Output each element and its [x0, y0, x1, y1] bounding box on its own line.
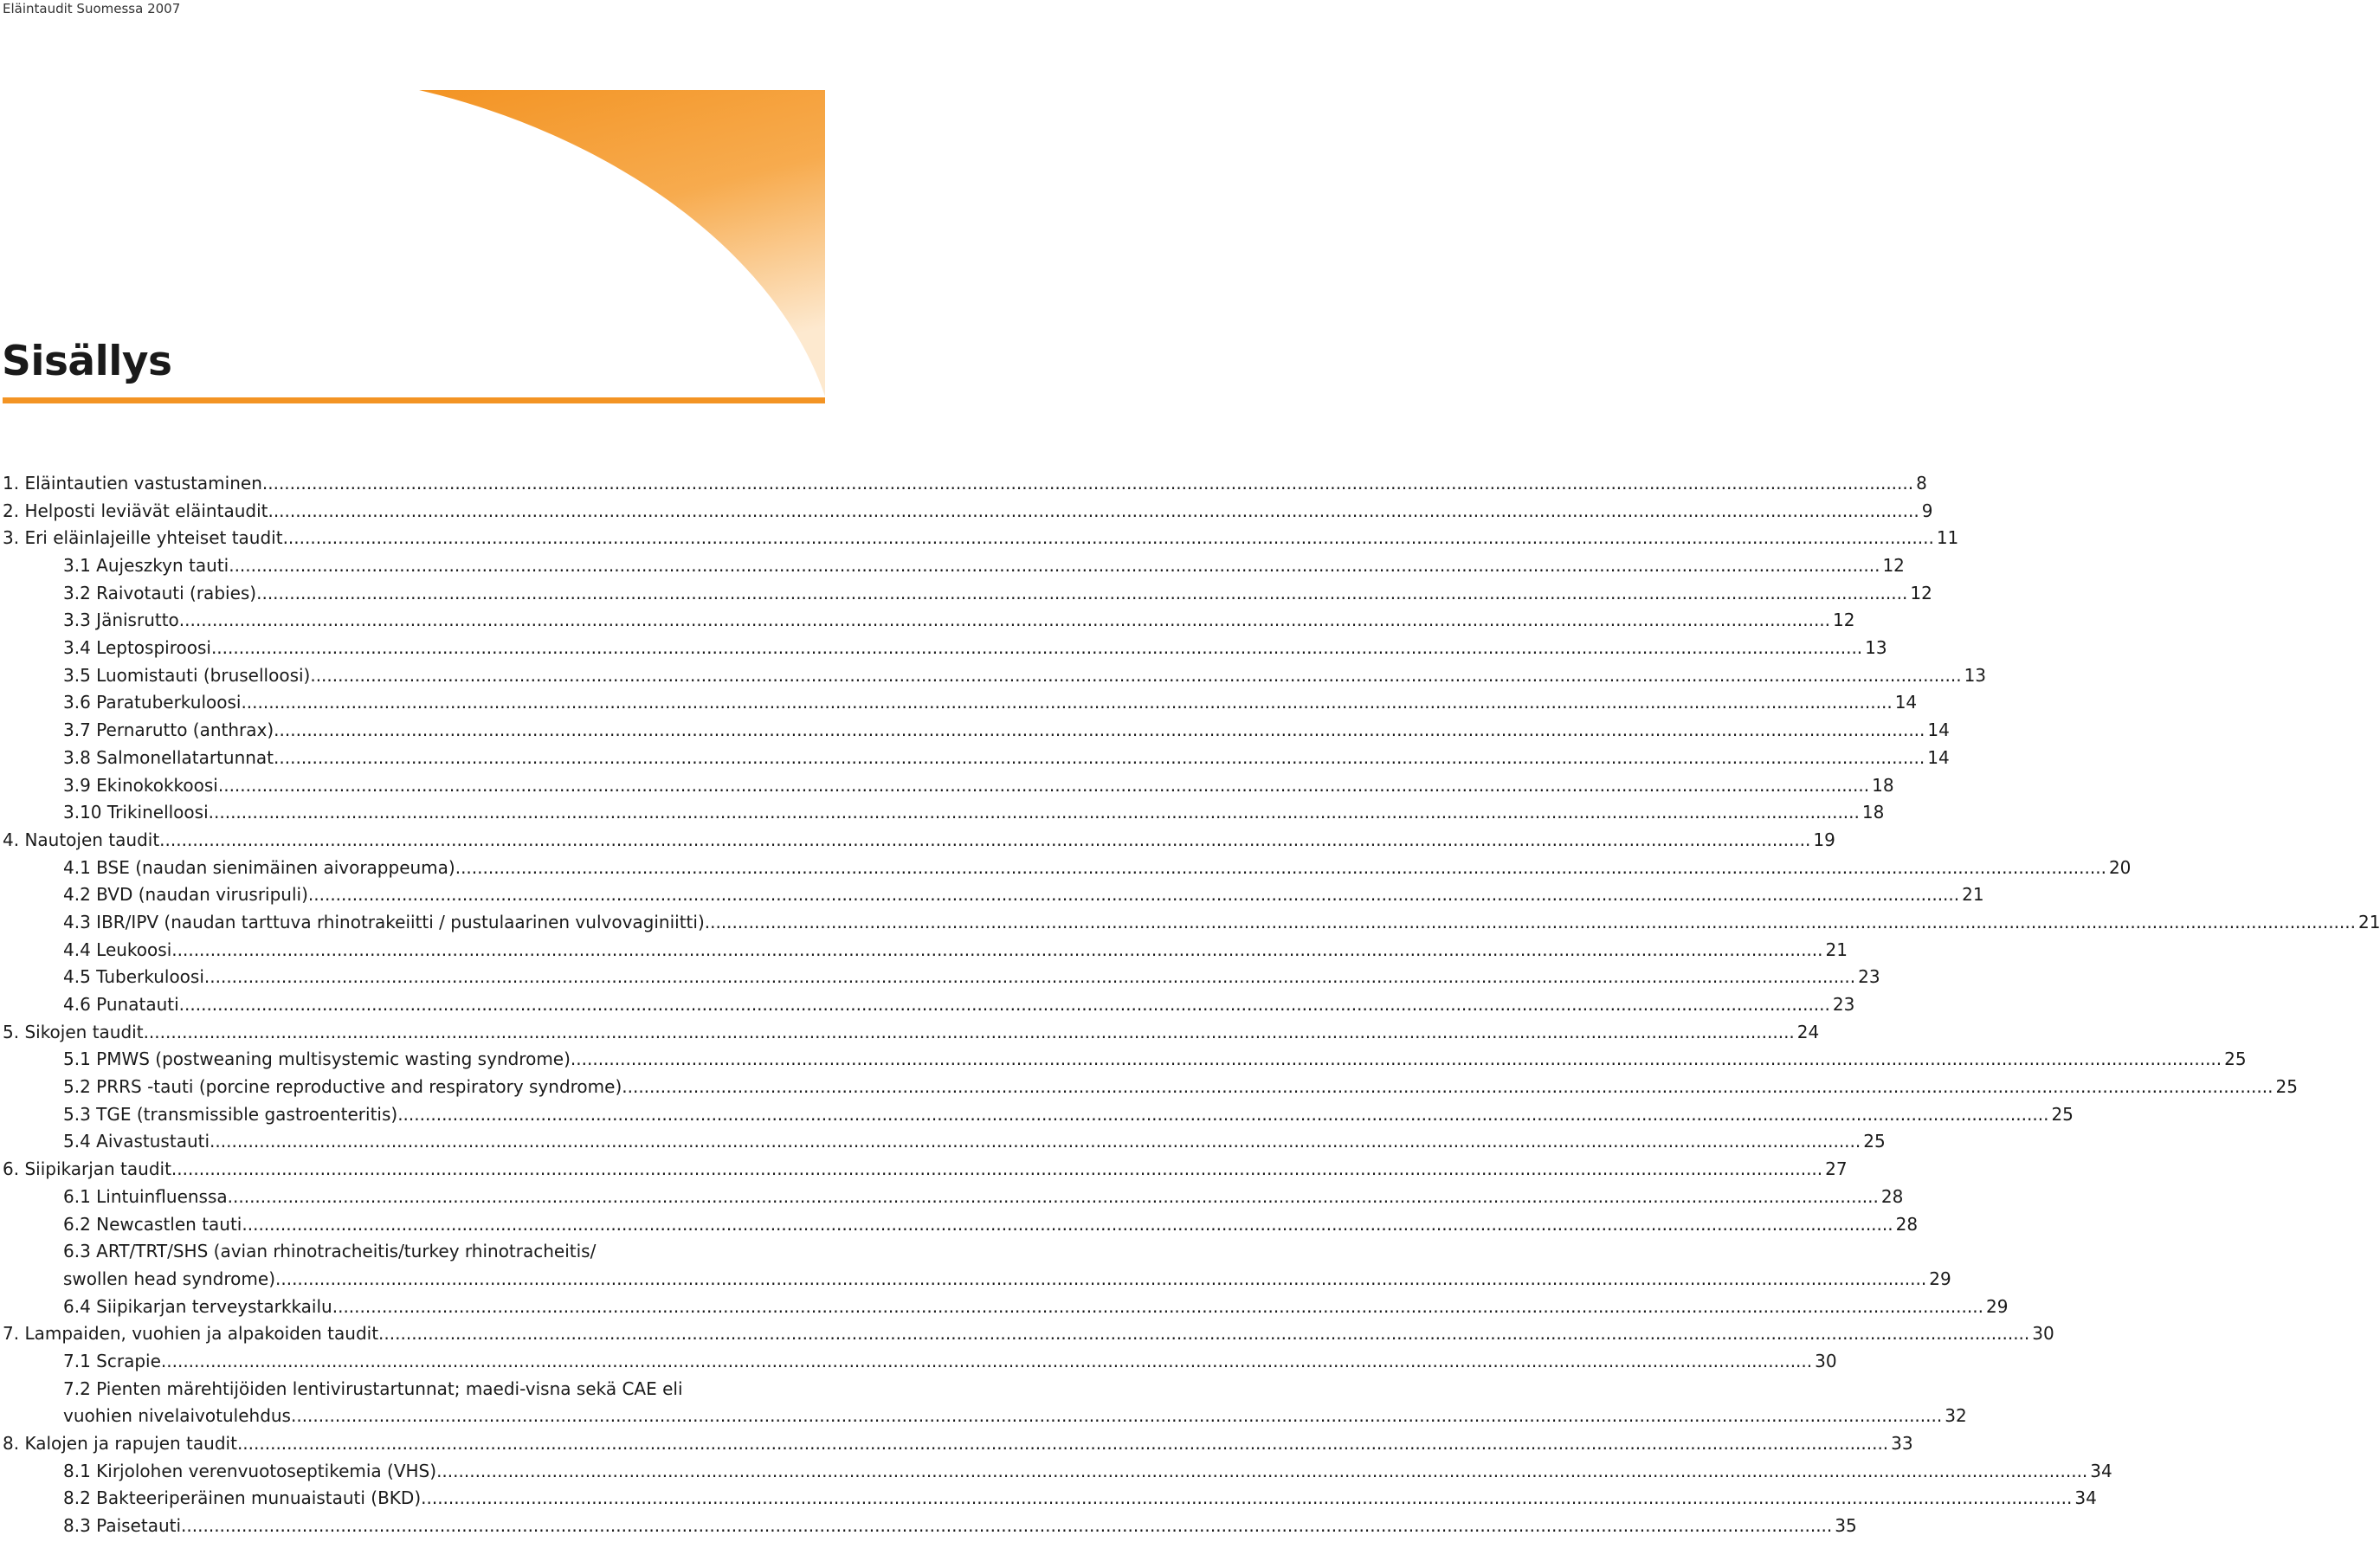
toc-dot-leader: ............................................................................................................................................................................................................................................................................................................	[208, 802, 1860, 823]
toc-entry[interactable]	[3, 964, 1880, 991]
toc-entry-label: 5.1 PMWS (postweaning multisystemic wasting syndrome)	[63, 1046, 571, 1074]
toc-dot-leader: ............................................................................................................................................................................................................................................................................................................	[378, 1323, 2030, 1345]
toc-entry-label: 8. Kalojen ja rapujen taudit	[3, 1430, 237, 1458]
toc-entry-label: 2. Helposti leviävät eläintaudit	[3, 498, 268, 526]
toc-dot-leader: ............................................................................................................................................................................................................................................................................................................	[217, 774, 1870, 796]
toc-entry-page-number: 14	[1894, 692, 1918, 713]
toc-entry-page-number: 14	[1927, 719, 1950, 741]
toc-entry-page-number: 25	[2224, 1048, 2247, 1070]
toc-entry-label: 6. Siipikarjan taudit	[3, 1156, 171, 1184]
toc-entry-label: 6.2 Newcastlen tauti	[63, 1211, 242, 1239]
toc-entry[interactable]	[3, 799, 1885, 827]
toc-entry-page-number: 21	[1825, 939, 1848, 960]
toc-entry[interactable]	[3, 1458, 2112, 1486]
toc-entry[interactable]	[3, 1376, 1967, 1430]
toc-entry-label: 4.6 Punatauti	[63, 991, 179, 1019]
toc-entry[interactable]	[3, 1156, 1848, 1184]
toc-entry-label: 4.4 Leukoosi	[63, 937, 171, 965]
toc-entry-page-number: 30	[2032, 1323, 2054, 1345]
toc-entry-page-number: 24	[1796, 1021, 1820, 1042]
toc-entry[interactable]	[3, 690, 1918, 718]
toc-entry-page-number: 9	[1921, 500, 1933, 521]
toc-entry-label: 3.3 Jänisrutto	[63, 607, 179, 635]
toc-entry-label: 8.2 Bakteeriperäinen munuaistauti (BKD)	[63, 1485, 421, 1513]
toc-dot-leader: ............................................................................................................................................................................................................................................................................................................	[178, 610, 1831, 631]
toc-dot-leader: ............................................................................................................................................................................................................................................................................................................	[622, 1076, 2274, 1098]
toc-entry-page-number: 28	[1880, 1185, 1904, 1207]
toc-entry[interactable]	[3, 1320, 2054, 1348]
toc-entry-page-number: 18	[1872, 774, 1894, 796]
toc-entry[interactable]	[3, 1430, 1913, 1458]
toc-entry[interactable]	[3, 745, 1950, 772]
toc-entry-label: 4.1 BSE (naudan sienimäinen aivorappeuma)	[63, 855, 455, 882]
toc-entry-label: 4. Nautojen taudit	[3, 827, 159, 855]
toc-entry-page-number: 27	[1825, 1158, 1848, 1180]
toc-dot-leader: ............................................................................................................................................................................................................................................................................................................	[160, 1351, 1813, 1371]
toc-dot-leader: ............................................................................................................................................................................................................................................................................................................	[436, 1460, 2088, 1481]
toc-entry-label: 3.10 Trikinelloosi	[63, 799, 209, 827]
toc-entry-label: 7. Lampaiden, vuohien ja alpakoiden taudit	[3, 1320, 378, 1348]
table-of-contents	[3, 470, 2380, 1540]
toc-entry-page-number: 18	[1861, 802, 1885, 823]
toc-entry-page-number: 33	[1891, 1433, 1913, 1455]
toc-entry-label: 6.1 Lintuinfluenssa	[63, 1184, 228, 1211]
toc-dot-leader: ............................................................................................................................................................................................................................................................................................................	[274, 746, 1925, 768]
toc-dot-leader: ............................................................................................................................................................................................................................................................................................................	[268, 500, 1919, 521]
toc-entry-label: 3. Eri eläinlajeille yhteiset taudit	[3, 525, 283, 552]
toc-entry[interactable]	[3, 855, 2132, 882]
toc-entry-label: 5.4 Aivastustauti	[63, 1128, 210, 1156]
toc-entry-label: 3.5 Luomistauti (bruselloosi)	[63, 662, 310, 690]
toc-entry[interactable]	[3, 717, 1950, 745]
toc-dot-leader: ............................................................................................................................................................................................................................................................................................................	[203, 966, 1856, 988]
toc-entry-page-number: 13	[1964, 664, 1987, 686]
toc-dot-leader: ............................................................................................................................................................................................................................................................................................................	[282, 527, 1934, 549]
toc-entry-label-line1: 6.3 ART/TRT/SHS (avian rhinotracheitis/turkey rhinotracheitis/	[63, 1241, 597, 1262]
toc-dot-leader: ............................................................................................................................................................................................................................................................................................................	[178, 994, 1830, 1016]
toc-entry[interactable]	[3, 1129, 1886, 1157]
toc-entry-label: 8.3 Paisetauti	[63, 1513, 181, 1540]
toc-dot-leader: ............................................................................................................................................................................................................................................................................................................	[171, 939, 1823, 960]
toc-entry[interactable]	[3, 909, 2380, 937]
toc-dot-leader: ............................................................................................................................................................................................................................................................................................................	[181, 1515, 1833, 1537]
title-divider-rule	[3, 397, 825, 403]
toc-entry-label: 1. Eläintautien vastustaminen	[3, 470, 262, 498]
toc-dot-leader: ............................................................................................................................................................................................................................................................................................................	[275, 1268, 1927, 1289]
toc-dot-leader: ............................................................................................................................................................................................................................................................................................................	[236, 1433, 1889, 1455]
toc-entry-label: 3.1 Aujeszkyn tauti	[63, 552, 229, 580]
toc-entry-page-number: 28	[1895, 1213, 1919, 1235]
toc-dot-leader: ............................................................................................................................................................................................................................................................................................................	[570, 1048, 2222, 1070]
toc-entry-page-number: 11	[1936, 527, 1959, 549]
toc-entry[interactable]	[3, 470, 1927, 498]
toc-entry-page-number: 30	[1815, 1351, 1837, 1371]
banner-swoosh-shape	[419, 90, 825, 397]
toc-entry-page-number: 12	[1882, 555, 1905, 577]
toc-dot-leader: ............................................................................................................................................................................................................................................................................................................	[241, 692, 1893, 713]
toc-entry[interactable]	[3, 772, 1894, 800]
toc-dot-leader: ............................................................................................................................................................................................................................................................................................................	[242, 1213, 1893, 1235]
toc-entry-label: 4.5 Tuberkuloosi	[63, 964, 204, 991]
toc-dot-leader: ............................................................................................................................................................................................................................................................................................................	[332, 1295, 1983, 1317]
toc-entry[interactable]	[3, 827, 1835, 855]
toc-entry-page-number: 25	[2275, 1076, 2298, 1098]
toc-entry[interactable]	[3, 1019, 1820, 1047]
toc-entry-page-number: 23	[1832, 994, 1855, 1016]
toc-entry[interactable]	[3, 1101, 2074, 1129]
toc-entry-page-number: 35	[1835, 1515, 1857, 1537]
toc-entry[interactable]	[3, 1513, 1857, 1540]
toc-entry-label: 3.6 Paratuberkuloosi	[63, 689, 241, 717]
toc-entry-label: 6.4 Siipikarjan terveystarkkailu	[63, 1294, 332, 1321]
toc-entry[interactable]	[3, 1211, 1919, 1239]
toc-entry-page-number: 8	[1916, 472, 1927, 494]
toc-entry[interactable]	[3, 1485, 2097, 1513]
toc-dot-leader: ............................................................................................................................................................................................................................................................................................................	[261, 472, 1914, 494]
toc-entry[interactable]	[3, 498, 1933, 526]
toc-entry[interactable]	[3, 607, 1855, 635]
toc-entry[interactable]	[3, 1348, 1837, 1376]
toc-entry-label: 5.2 PRRS -tauti (porcine reproductive and respiratory syndrome)	[63, 1074, 622, 1101]
toc-entry[interactable]	[3, 1184, 1904, 1211]
toc-entry-label: 3.4 Leptospiroosi	[63, 635, 211, 662]
toc-entry-page-number: 13	[1865, 637, 1887, 659]
toc-entry-label: 4.2 BVD (naudan virusripuli)	[63, 881, 308, 909]
toc-dot-leader: ............................................................................................................................................................................................................................................................................................................	[290, 1405, 1943, 1427]
toc-entry-label: 3.7 Pernarutto (anthrax)	[63, 717, 274, 745]
toc-dot-leader: ............................................................................................................................................................................................................................................................................................................	[455, 856, 2106, 878]
page-title: Sisällys	[2, 338, 172, 385]
toc-entry-label: 3.8 Salmonellatartunnat	[63, 745, 274, 772]
toc-entry-page-number: 19	[1813, 829, 1835, 850]
toc-entry-page-number: 25	[1863, 1131, 1886, 1152]
toc-entry-page-number: 21	[1962, 884, 1984, 906]
toc-dot-leader: ............................................................................................................................................................................................................................................................................................................	[307, 884, 1960, 906]
toc-entry-page-number: 12	[1833, 610, 1855, 631]
toc-entry[interactable]	[3, 1046, 2247, 1074]
toc-dot-leader: ............................................................................................................................................................................................................................................................................................................	[229, 555, 1880, 577]
toc-entry[interactable]	[3, 1074, 2298, 1101]
toc-entry-label: swollen head syndrome)	[63, 1266, 275, 1294]
toc-entry[interactable]	[3, 991, 1855, 1019]
toc-entry-page-number: 23	[1858, 966, 1880, 988]
toc-entry-page-number: 29	[1929, 1268, 1951, 1289]
toc-entry[interactable]	[3, 525, 1959, 552]
toc-entry-page-number: 25	[2051, 1103, 2074, 1125]
toc-entry-page-number: 14	[1927, 746, 1950, 768]
toc-entry-page-number: 34	[2074, 1487, 2097, 1509]
toc-dot-leader: ............................................................................................................................................................................................................................................................................................................	[159, 829, 1811, 850]
toc-entry[interactable]	[3, 552, 1905, 580]
toc-entry[interactable]	[3, 662, 1987, 690]
toc-entry-label-line1: 7.2 Pienten märehtijöiden lentivirustartunnat; maedi-visna sekä CAE eli	[63, 1377, 683, 1399]
toc-entry-label: 3.2 Raivotauti (rabies)	[63, 580, 256, 608]
toc-entry-label: 3.9 Ekinokokkoosi	[63, 772, 218, 800]
toc-entry-label: 8.1 Kirjolohen verenvuotoseptikemia (VHS)	[63, 1458, 436, 1486]
toc-entry[interactable]	[3, 1294, 2009, 1321]
toc-entry-page-number: 12	[1910, 582, 1932, 603]
toc-dot-leader: ............................................................................................................................................................................................................................................................................................................	[310, 664, 1962, 686]
toc-entry-page-number: 21	[2357, 911, 2380, 932]
toc-dot-leader: ............................................................................................................................................................................................................................................................................................................	[143, 1021, 1795, 1042]
toc-entry-label: 5. Sikojen taudit	[3, 1019, 144, 1047]
toc-dot-leader: ............................................................................................................................................................................................................................................................................................................	[210, 1131, 1861, 1152]
toc-dot-leader: ............................................................................................................................................................................................................................................................................................................	[256, 582, 1908, 603]
toc-entry[interactable]	[3, 635, 1887, 662]
toc-entry[interactable]	[3, 580, 1932, 608]
toc-dot-leader: ............................................................................................................................................................................................................................................................................................................	[421, 1487, 2073, 1509]
toc-entry-page-number: 32	[1945, 1405, 1967, 1427]
toc-entry-label: 5.3 TGE (transmissible gastroenteritis)	[63, 1101, 397, 1129]
toc-entry-label: 4.3 IBR/IPV (naudan tarttuva rhinotrakeiitti / pustulaarinen vulvovaginiitti)	[63, 909, 705, 937]
toc-entry-page-number: 29	[1985, 1295, 2009, 1317]
toc-dot-leader: ............................................................................................................................................................................................................................................................................................................	[227, 1185, 1879, 1207]
toc-dot-leader: ............................................................................................................................................................................................................................................................................................................	[210, 637, 1863, 659]
toc-entry[interactable]	[3, 937, 1848, 965]
toc-entry-page-number: 34	[2090, 1460, 2112, 1481]
toc-entry-page-number: 20	[2108, 856, 2132, 878]
running-head: Eläintaudit Suomessa 2007	[3, 1, 181, 16]
toc-dot-leader: ............................................................................................................................................................................................................................................................................................................	[274, 719, 1925, 741]
toc-entry[interactable]	[3, 881, 1984, 909]
toc-entry-label: vuohien nivelaivotulehdus	[63, 1403, 291, 1430]
toc-dot-leader: ............................................................................................................................................................................................................................................................................................................	[171, 1158, 1823, 1180]
toc-entry[interactable]	[3, 1238, 1951, 1293]
toc-dot-leader: ............................................................................................................................................................................................................................................................................................................	[397, 1103, 2049, 1125]
toc-dot-leader: ............................................................................................................................................................................................................................................................................................................	[704, 911, 2356, 932]
toc-entry-label: 7.1 Scrapie	[63, 1348, 161, 1376]
